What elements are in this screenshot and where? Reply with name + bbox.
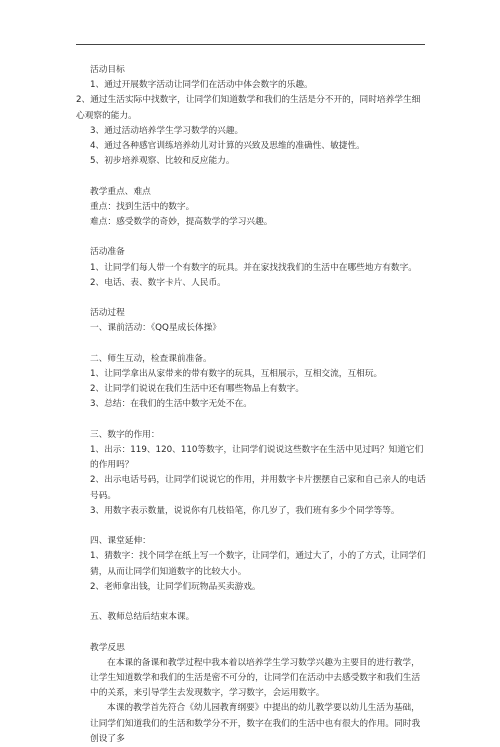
process-step-3-item: 3、用数字表示数量，说说你有几枝铅笔，你几岁了，我们班有多少个同学等等。 — [90, 505, 400, 516]
spacer — [90, 337, 428, 352]
preparation-item: 1、让同学们每人带一个有数字的玩具。并在家找找我们的生活中在哪些地方有数字。 — [90, 262, 417, 273]
objective-item: 3、通过活动培养学生学习数学的兴趣。 — [90, 125, 244, 136]
process-step-2-item: 3、总结：在我们的生活中数字无处不在。 — [90, 399, 252, 410]
key-point-difficulty: 难点：感受数学的奇妙，提高数学的学习兴趣。 — [90, 217, 273, 228]
spacer — [90, 625, 428, 640]
process-step-4-title: 四、课堂延伸： — [90, 536, 151, 547]
process-step-2-item: 1、让同学拿出从家带来的带有数字的玩具，互相展示，互相交流，互相玩。 — [90, 369, 383, 379]
spacer — [90, 595, 428, 610]
process-step-3-item: 1、出示：119、120、110等数字，让同学们说说这些数字在生活中见过吗？知道它们的作用吗？ — [90, 445, 424, 471]
reflection-paragraph: 本课的教学首先符合《幼儿园教育纲要》中提出的幼儿教学要以幼儿生活为基础，让同学们知道我们的生活和数学分不开，数字在我们的生活中也有很大的作用。同时我创设了多 — [90, 703, 421, 744]
key-point-focus: 重点：找到生活中的数字。 — [90, 201, 195, 212]
preparation-item: 2、电话、表、数字卡片、人民币。 — [90, 277, 226, 288]
process-step-3-title: 三、数字的作用： — [90, 429, 160, 440]
process-step-1: 一、课前活动：《QQ星成长体操》 — [90, 323, 221, 334]
key-points-heading: 教学重点、难点 — [90, 186, 151, 197]
objective-item: 2、通过生活实际中找数字，让同学们知道数学和我们的生活是分不开的，同时培养学生细心观察的能力。 — [76, 95, 421, 121]
spacer — [90, 291, 428, 306]
process-step-3-item: 2、出示电话号码，让同学们说说它的作用，并用数字卡片摆摆自己家和自己亲人的电话号码。 — [90, 475, 426, 501]
reflection-heading: 教学反思 — [90, 642, 125, 653]
reflection-paragraph: 在本课的备课和教学过程中我本着以培养学生学习数学兴趣为主要目的进行教学，让学生知道数学和我们的生活是密不可分的，让同学们在活动中去感受数字和我们生活中的关系，来引导学生去发现数字，学习数字，会运用数字。 — [90, 657, 421, 699]
process-step-5: 五、教师总结后结束本课。 — [90, 612, 195, 623]
process-step-2-item: 2、让同学们说说在我们生活中还有哪些物品上有数字。 — [90, 384, 305, 395]
preparation-heading: 活动准备 — [90, 247, 125, 258]
spacer — [90, 169, 428, 184]
objective-item: 1、通过开展数字活动让同学们在活动中体会数字的乐趣。 — [90, 80, 313, 91]
process-step-4-item: 1、猜数字：找个同学在纸上写一个数字，让同学们，通过大了，小的了方式，让同学们猜，从而让同学们知道数字的比较大小。 — [90, 551, 426, 577]
process-step-4-item: 2、老师拿出钱，让同学们玩物品买卖游戏。 — [90, 581, 261, 592]
spacer — [90, 230, 428, 245]
objective-item: 5、初步培养观察、比较和反应能力。 — [90, 156, 235, 167]
objective-item: 4、通过各种感官训练培养幼儿对计算的兴致及思维的准确性、敏捷性。 — [90, 141, 365, 152]
spacer — [90, 519, 428, 534]
spacer — [90, 413, 428, 428]
process-heading: 活动过程 — [90, 308, 125, 319]
process-step-2-title: 二、师生互动，检查课前准备。 — [90, 353, 212, 364]
header-rule — [76, 44, 425, 45]
document-body — [76, 63, 428, 747]
objectives-heading: 活动目标 — [90, 65, 125, 75]
